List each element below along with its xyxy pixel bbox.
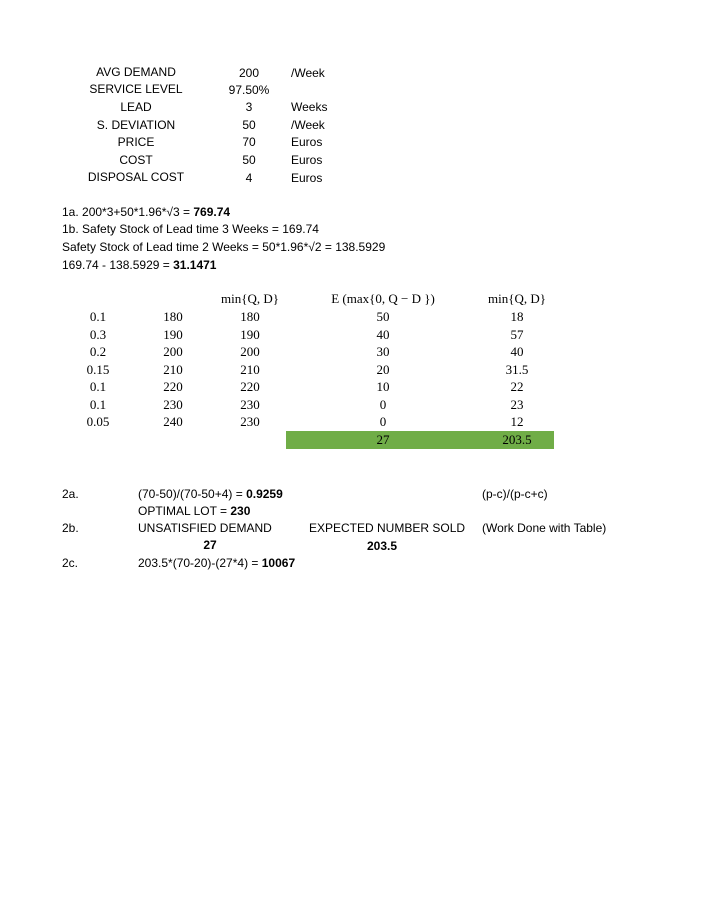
probability-cell: 0.1 (89, 379, 107, 394)
param-unit: Euros (291, 171, 323, 185)
min-qd-cell: 210 (240, 361, 260, 377)
param-value: 50 (242, 118, 256, 132)
sold-cell: 18 (510, 309, 524, 324)
leftover-cell: 30 (376, 344, 390, 359)
line-difference-result: 31.1471 (173, 258, 217, 272)
label-2b: 2b. (62, 521, 79, 535)
expected-profit-text: 203.5*(70-20)-(27*4) = (138, 556, 262, 570)
probability-cell: 0.1 (89, 396, 107, 412)
sold-cell: 12 (510, 414, 524, 429)
min-qd-cell: 230 (240, 414, 260, 429)
sold-cell: 40 (510, 344, 524, 359)
demand-cell: 210 (163, 361, 183, 377)
critical-ratio (138, 487, 283, 501)
probability-cell: 0.3 (89, 326, 107, 342)
param-unit: Euros (291, 135, 323, 149)
param-label: COST (119, 153, 153, 167)
param-unit: /Week (291, 66, 325, 80)
probability-cell: 0.1 (89, 309, 107, 324)
optimal-lot-text: OPTIMAL LOT = (138, 504, 231, 518)
param-value: 50 (242, 153, 256, 167)
param-value: 4 (245, 171, 253, 185)
line-1b: 1b. Safety Stock of Lead time 3 Weeks = 169.74 (62, 222, 319, 236)
leftover-cell: 20 (376, 361, 390, 377)
expected-sold-value: 203.5 (366, 539, 398, 553)
line-1a-result: 769.74 (193, 205, 231, 219)
table-header-expected-leftover: E (max{0, Q − D }) (331, 291, 435, 306)
probability-cell: 0.2 (89, 344, 107, 359)
expected-profit (138, 556, 295, 570)
probability-cell: 0.05 (86, 414, 110, 429)
total-leftover: 27 (376, 432, 390, 447)
unsatisfied-demand-label: UNSATISFIED DEMAND (138, 521, 272, 535)
param-value: 97.50% (228, 83, 270, 97)
line-difference (62, 258, 216, 272)
table-header-minQD-2: min{Q, D} (488, 291, 546, 306)
param-label: S. DEVIATION (96, 118, 176, 132)
min-qd-cell: 220 (240, 379, 260, 394)
expected-profit-value: 10067 (261, 556, 296, 570)
param-unit: /Week (291, 118, 325, 132)
critical-ratio-result: 0.9259 (246, 487, 283, 501)
total-sold: 203.5 (502, 432, 532, 447)
param-unit: Weeks (291, 100, 328, 114)
leftover-cell: 10 (376, 379, 390, 394)
table-note: (Work Done with Table) (482, 521, 607, 535)
sold-cell: 57 (510, 326, 524, 342)
label-2a: 2a. (62, 487, 79, 501)
leftover-cell: 0 (379, 396, 387, 412)
leftover-cell: 50 (376, 309, 390, 324)
line-safety-2weeks: Safety Stock of Lead time 2 Weeks = 50*1.96*√2 = 138.5929 (62, 240, 386, 254)
label-2c: 2c. (62, 556, 79, 570)
leftover-cell: 40 (376, 326, 390, 342)
line-difference-text: 169.74 - 138.5929 = (62, 258, 174, 272)
critical-ratio-formula: (p-c)/(p-c+c) (482, 487, 548, 501)
expected-sold-label: EXPECTED NUMBER SOLD (309, 521, 466, 535)
unsatisfied-demand-value: 27 (203, 538, 217, 552)
sold-cell: 31.5 (505, 361, 529, 377)
sold-cell: 23 (510, 396, 524, 412)
optimal-lot (138, 504, 250, 518)
demand-cell: 220 (163, 379, 183, 394)
line-1a-text: 1a. 200*3+50*1.96*√3 = (62, 205, 194, 219)
param-value: 3 (245, 100, 253, 114)
min-qd-cell: 180 (240, 309, 260, 324)
critical-ratio-text: (70-50)/(70-50+4) = (138, 487, 247, 501)
param-label: AVG DEMAND (96, 65, 176, 79)
demand-cell: 230 (163, 396, 183, 412)
table-header-minQD: min{Q, D} (221, 291, 279, 306)
demand-cell: 200 (163, 344, 183, 359)
param-label: PRICE (117, 135, 155, 149)
optimal-lot-value: 230 (230, 504, 251, 518)
param-label: DISPOSAL COST (87, 170, 185, 184)
probability-cell: 0.15 (86, 361, 110, 377)
line-1a (62, 205, 230, 219)
param-unit: Euros (291, 153, 323, 167)
param-label: SERVICE LEVEL (89, 82, 183, 96)
param-label: LEAD (120, 100, 152, 114)
sold-cell: 22 (510, 379, 524, 394)
min-qd-cell: 190 (240, 326, 260, 342)
leftover-cell: 0 (379, 414, 387, 429)
min-qd-cell: 200 (240, 344, 260, 359)
min-qd-cell: 230 (240, 396, 260, 412)
param-value: 70 (242, 135, 256, 149)
demand-cell: 240 (163, 414, 183, 429)
demand-cell: 190 (163, 326, 183, 342)
param-value: 200 (238, 66, 260, 80)
demand-cell: 180 (163, 309, 183, 324)
